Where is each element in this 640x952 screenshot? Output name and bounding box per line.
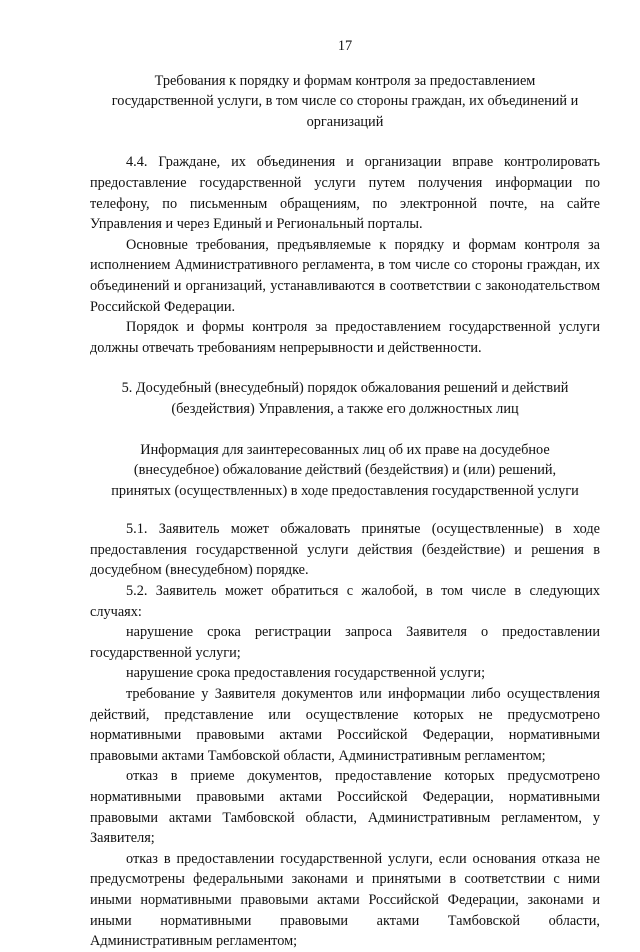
heading-line: Информация для заинтересованных лиц об их праве на досудебное: [140, 441, 550, 458]
heading-line: (бездействия) Управления, а также его должностных лиц: [171, 400, 519, 417]
section-heading-appeal: [90, 378, 600, 419]
paragraph: 4.4. Граждане, их объединения и организации вправе контролировать предоставление государственной услуги путем получения информации по телефону, по письменным обращениям, по электронной почте, на сайте Управления и через Единый и Региональный порталы.: [90, 154, 600, 233]
section-heading-control: [90, 71, 600, 133]
heading-line: принятых (осуществленных) в ходе предоставления государственной услуги: [111, 482, 579, 499]
subsection-heading-information: [90, 440, 600, 502]
heading-line: Требования к порядку и формам контроля за предоставлением: [154, 72, 536, 89]
paragraph: 5.2. Заявитель может обратиться с жалобой, в том числе в следующих случаях:: [90, 583, 600, 620]
list-item: нарушение срока предоставления государственной услуги;: [126, 665, 486, 682]
list-item: нарушение срока регистрации запроса Заявителя о предоставлении государственной услуги;: [90, 624, 600, 661]
heading-line: организаций: [306, 113, 384, 130]
list-item: отказ в предоставлении государственной услуги, если основания отказа не предусмотрены федеральными законами и принятыми в соответствии с ними иными нормативными правовыми актами Российской Федерации, законами и иными нормативными правовыми актами Тамбовской области, Административным регламентом;: [90, 850, 600, 950]
paragraph: Основные требования, предъявляемые к порядку и формам контроля за исполнением Административного регламента, в том числе со стороны граждан, их объединений и организаций, устанавливаются в соответствии с законодательством Российской Федерации.: [90, 236, 600, 315]
page-number: 17: [337, 38, 353, 54]
paragraph: 5.1. Заявитель может обжаловать принятые (осуществленные) в ходе предоставления государственной услуги действия (бездействие) и решения в досудебном (внесудебном) порядке.: [90, 521, 600, 579]
heading-line: 5. Досудебный (внесудебный) порядок обжалования решений и действий: [121, 380, 569, 397]
heading-line: (внесудебное) обжалование действий (бездействия) и (или) решений,: [133, 462, 557, 479]
heading-line: государственной услуги, в том числе со стороны граждан, их объединений и: [111, 93, 579, 110]
paragraph: Порядок и формы контроля за предоставлением государственной услуги должны отвечать требованиям непрерывности и действенности.: [90, 319, 600, 356]
list-item: требование у Заявителя документов или информации либо осуществления действий, представление или осуществление которых не предусмотрено нормативными правовыми актами Российской Федерации, нормативными правовыми актами Тамбовской области, Административным регламентом;: [90, 686, 600, 764]
list-item: отказ в приеме документов, предоставление которых предусмотрено нормативными правовыми актами Российской Федерации, нормативными правовыми актами Тамбовской области, Административным регламентом, у Заявителя;: [90, 768, 600, 847]
